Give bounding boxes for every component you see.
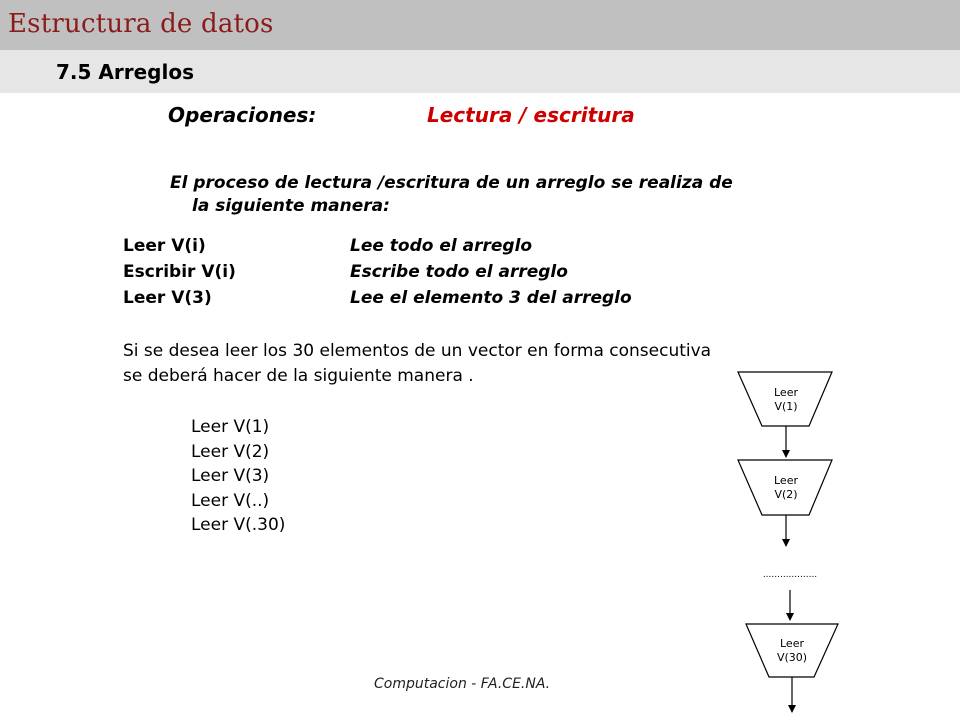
command-1-description: Lee todo el arreglo <box>350 236 533 256</box>
section-subtitle: 7.5 Arreglos <box>56 60 194 84</box>
operations-value: Lectura / escritura <box>427 103 635 127</box>
block-2-line-1: Leer <box>774 474 798 487</box>
note-line-1: Si se desea leer los 30 elementos de un vector en forma consecutiva <box>123 341 712 361</box>
command-1: Leer V(i) <box>123 236 206 256</box>
intro-line-2: la siguiente manera: <box>192 196 390 216</box>
command-3: Leer V(3) <box>123 288 212 308</box>
flow-ellipsis: ................... <box>762 570 818 580</box>
page-title: Estructura de datos <box>8 9 274 39</box>
intro-line-1: El proceso de lectura /escritura de un arreglo se realiza de <box>170 173 733 193</box>
list-item: Leer V(3) <box>191 466 270 486</box>
note-line-2: se deberá hacer de la siguiente manera . <box>123 366 474 386</box>
command-2: Escribir V(i) <box>123 262 236 282</box>
list-item: Leer V(2) <box>191 441 270 462</box>
footer-text: Computacion - FA.CE.NA. <box>374 676 551 692</box>
list-item: Leer V(1) <box>191 417 270 437</box>
command-2-description: Escribe todo el arreglo <box>350 262 568 282</box>
block-2-line-2: V(2) <box>774 488 798 501</box>
command-3-description: Lee el elemento 3 del arreglo <box>350 288 632 308</box>
block-3-line-2: V(30) <box>776 651 808 664</box>
block-1-line-2: V(1) <box>774 400 798 413</box>
operations-label: Operaciones: <box>168 103 317 127</box>
block-3-line-1: Leer <box>780 637 804 650</box>
block-1-line-1: Leer <box>774 386 798 399</box>
list-item: Leer V(..) <box>191 490 270 511</box>
input-block-1-shape <box>738 372 832 426</box>
list-item: Leer V(.30) <box>191 515 286 535</box>
